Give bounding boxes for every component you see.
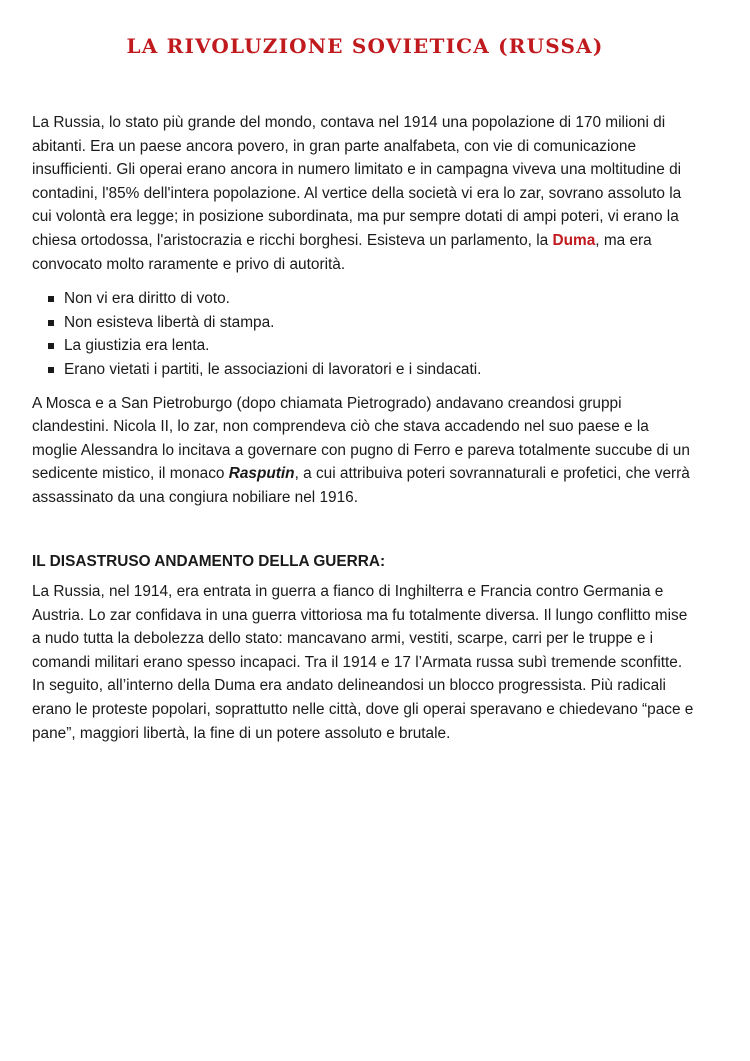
intro-text-before-duma: La Russia, lo stato più grande del mondo, contava nel 1914 una popolazione di 170 milioni di abitanti. Era un paese ancora povero, in gran parte analfabeta, con vie di comunicazione insufficienti. Gli operai erano ancora in numero limitato e in campagna viveva una moltitudine di contadini, l'85% dell'intera popolazione. Al vertice della società vi era lo zar, sovrano assoluto la cui volontà era legge; in posizione subordinata, ma pur sempre dotati di ampi poteri, vi erano la chiesa ortodossa, l'aristocrazia e ricchi borghesi. Esisteva un parlamento, la — [32, 114, 682, 249]
intro-paragraph — [32, 111, 698, 276]
moscow-text-before-rasputin: A Mosca e a San Pietroburgo (dopo chiamata Pietrogrado) andavano creandosi gruppi clandestini. Nicola II, lo zar, non comprendeva ciò che stava accadendo nel suo paese e la moglie Alessandra lo incitava a governare con pugno di Ferro e pareva totalmente succube di un sedicente mistico, il monaco — [32, 394, 690, 483]
war-section-heading: IL DISASTRUSO ANDAMENTO DELLA GUERRA: — [32, 552, 386, 570]
moscow-paragraph — [32, 392, 698, 510]
moscow-text-after-rasputin: , a cui attribuiva poteri sovrannaturali e profetici, che verrà assassinato da una congiura nobiliare nel 1916. — [32, 465, 690, 506]
list-item: La giustizia era lenta. — [48, 334, 698, 358]
restrictions-list — [32, 287, 698, 381]
rasputin-term: Rasputin — [228, 465, 295, 483]
page-title: LA RIVOLUZIONE SOVIETICA (RUSSA) — [126, 34, 604, 58]
war-paragraph: La Russia, nel 1914, era entrata in guerra a fianco di Inghilterra e Francia contro Germania e Austria. Lo zar confidava in una guerra vittoriosa ma fu totalmente diversa. Il lungo conflitto mise a nudo tutta la debolezza dello stato: mancavano armi, vestiti, scarpe, carri per le truppe e i comandi militari erano spesso incapaci. Tra il 1914 e 17 l’Armata russa subì tremende sconfitte. In seguito, all’interno della Duma era andato delineandosi un blocco progressista. Più radicali erano le proteste popolari, soprattutto nelle città, dove gli operai speravano e chiedevano “pace e pane”, maggiori libertà, la fine di un potere assoluto e brutale. — [32, 583, 694, 742]
intro-text-after-duma: , ma era convocato molto raramente e privo di autorità. — [32, 231, 652, 273]
list-item: Non vi era diritto di voto. — [48, 287, 698, 311]
list-item: Non esisteva libertà di stampa. — [48, 311, 698, 335]
list-item: Erano vietati i partiti, le associazioni di lavoratori e i sindacati. — [48, 358, 698, 382]
duma-term: Duma — [552, 231, 596, 249]
